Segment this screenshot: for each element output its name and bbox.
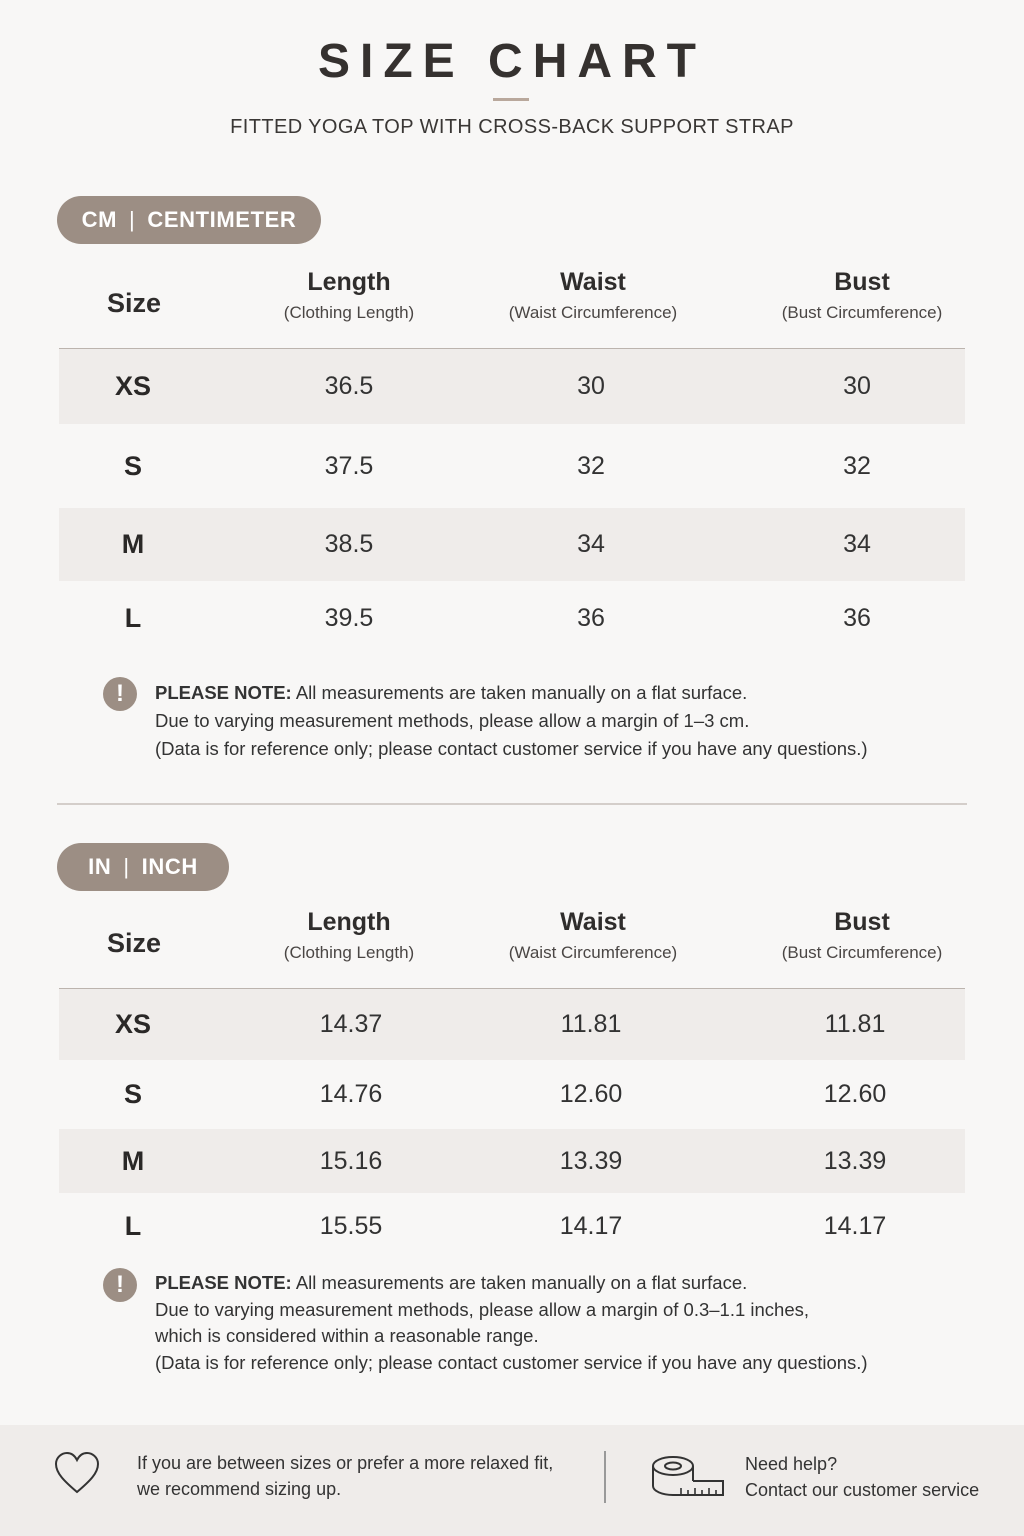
product-subtitle: FITTED YOGA TOP WITH CROSS-BACK SUPPORT STRAP	[230, 116, 794, 138]
cell-waist: 36	[577, 603, 605, 632]
cell-bust: 14.17	[823, 1211, 887, 1240]
cell-length: 15.55	[319, 1211, 383, 1240]
cell-waist: 14.17	[559, 1211, 623, 1240]
column-header-label: Waist	[560, 908, 626, 936]
cell-waist: 30	[577, 372, 605, 400]
column-header-sublabel: (Waist Circumference)	[508, 943, 678, 962]
table-row	[59, 1060, 965, 1129]
measuring-tape-icon	[651, 1455, 725, 1501]
table-row	[59, 508, 965, 581]
cell-length: 38.5	[324, 530, 374, 558]
note-line	[155, 1270, 868, 1297]
column-header-label: Bust	[834, 268, 890, 296]
cell-length: 14.37	[319, 1010, 383, 1038]
column-header-bust	[757, 268, 967, 323]
column-header-label: Length	[307, 268, 391, 296]
column-header-label: Waist	[560, 268, 626, 296]
note-line: (Data is for reference only; please contact customer service if you have any questions.)	[155, 1351, 868, 1373]
measurement-note-in	[155, 1270, 868, 1376]
unit-long: CENTIMETER	[147, 207, 297, 232]
note-label: PLEASE NOTE:	[155, 1272, 292, 1293]
note-text: All measurements are taken manually on a flat surface.	[291, 682, 748, 703]
column-header-size: Size	[106, 927, 162, 958]
unit-short: IN	[88, 854, 112, 879]
table-row	[59, 989, 965, 1060]
cell-bust: 30	[843, 372, 871, 400]
cell-size: L	[124, 1210, 142, 1241]
column-header-sublabel: (Bust Circumference)	[781, 303, 943, 322]
cell-waist: 32	[577, 451, 605, 480]
column-header-label: Length	[307, 908, 391, 936]
column-header-length	[249, 268, 449, 323]
column-header-waist	[483, 268, 703, 323]
cell-size: M	[121, 529, 145, 559]
cell-length: 14.76	[319, 1080, 383, 1108]
table-row	[59, 1129, 965, 1193]
cell-length: 36.5	[324, 372, 374, 400]
cell-bust: 34	[843, 530, 871, 558]
table-header	[59, 258, 965, 349]
table-row	[59, 424, 965, 508]
note-line: (Data is for reference only; please contact customer service if you have any questions.)	[155, 738, 868, 759]
table-header	[59, 898, 965, 989]
note-line: Due to varying measurement methods, please allow a margin of 1–3 cm.	[155, 710, 750, 731]
column-header-label: Bust	[834, 908, 890, 936]
cell-length: 39.5	[324, 603, 374, 632]
footer-bar	[0, 1425, 1024, 1536]
table-row	[59, 349, 965, 424]
help-heading: Need help?	[745, 1454, 838, 1474]
note-line: which is considered within a reasonable range.	[155, 1325, 539, 1346]
unit-badge-in	[57, 843, 229, 891]
unit-separator: |	[123, 854, 130, 879]
page-title: SIZE CHART	[318, 35, 706, 88]
note-text: All measurements are taken manually on a flat surface.	[291, 1272, 748, 1293]
cell-bust: 32	[843, 451, 871, 480]
note-label: PLEASE NOTE:	[155, 682, 292, 703]
unit-long: INCH	[141, 854, 198, 879]
cell-length: 37.5	[324, 451, 374, 480]
cell-size: XS	[114, 371, 152, 401]
heart-icon	[54, 1451, 100, 1495]
cell-bust: 12.60	[823, 1080, 887, 1108]
footer-divider	[604, 1451, 606, 1503]
column-header-length	[249, 908, 449, 963]
cell-bust: 36	[843, 603, 871, 632]
warning-icon: !	[103, 677, 137, 711]
sizing-tip-line: we recommend sizing up.	[137, 1479, 342, 1499]
cell-waist: 34	[577, 530, 605, 558]
help-text: Contact our customer service	[745, 1480, 980, 1500]
measurement-note-cm	[155, 679, 868, 763]
cell-waist: 13.39	[559, 1146, 623, 1175]
column-header-size: Size	[106, 287, 162, 318]
note-line: Due to varying measurement methods, please allow a margin of 0.3–1.1 inches,	[155, 1298, 810, 1320]
unit-badge-cm	[57, 196, 321, 244]
cell-size: L	[124, 602, 142, 633]
size-table-cm	[59, 258, 965, 655]
column-header-sublabel: (Bust Circumference)	[781, 943, 943, 962]
column-header-sublabel: (Clothing Length)	[283, 303, 415, 322]
sizing-tip-line: If you are between sizes or prefer a more relaxed fit,	[137, 1453, 554, 1473]
customer-service-link[interactable]	[745, 1451, 979, 1503]
note-line	[155, 679, 868, 707]
cell-bust: 11.81	[824, 1010, 886, 1038]
size-table-in	[59, 898, 965, 1259]
cell-length: 15.16	[319, 1146, 383, 1175]
column-header-sublabel: (Clothing Length)	[283, 943, 415, 962]
sizing-tip	[137, 1450, 553, 1502]
cell-waist: 12.60	[559, 1080, 623, 1108]
table-row	[59, 581, 965, 655]
column-header-bust	[757, 908, 967, 963]
cell-size: S	[123, 450, 142, 481]
unit-separator: |	[129, 207, 136, 232]
table-row	[59, 1193, 965, 1259]
cell-size: S	[123, 1079, 142, 1109]
column-header-sublabel: (Waist Circumference)	[508, 303, 678, 322]
section-divider	[57, 803, 967, 805]
unit-short: CM	[81, 207, 118, 232]
cell-bust: 13.39	[823, 1146, 887, 1175]
title-underline	[493, 98, 529, 101]
warning-icon: !	[103, 1268, 137, 1302]
cell-size: M	[121, 1145, 145, 1176]
cell-size: XS	[114, 1009, 152, 1039]
cell-waist: 11.81	[560, 1010, 622, 1038]
column-header-waist	[483, 908, 703, 963]
